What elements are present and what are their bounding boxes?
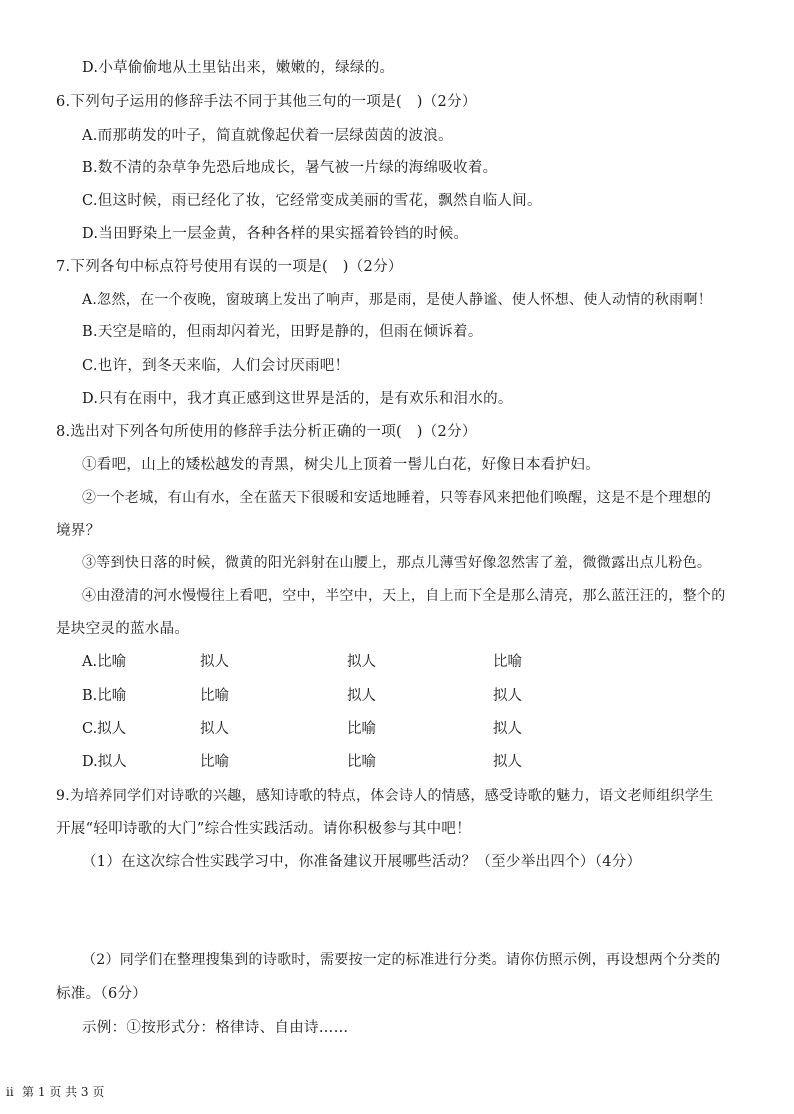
- q8-option-cell: 拟人: [347, 654, 376, 670]
- q8-option-cell: 拟人: [200, 721, 229, 737]
- q9-part-1: （1）在这次综合性实践学习中，你准备建议开展哪些活动？（至少举出四个）（4分）: [82, 854, 642, 870]
- q9-part-2-cont: 标准。（6分）: [56, 986, 148, 1002]
- q8-option-label: A.比喻: [82, 654, 127, 670]
- q8-option-cell: 比喻: [347, 721, 376, 737]
- q8-option-cell: 拟人: [493, 688, 522, 704]
- q8-sentence-3: ③等到快日落的时候，微黄的阳光斜射在山腰上，那点儿薄雪好像忽然害了羞，微微露出点儿粉色。: [82, 555, 712, 571]
- q7-option-b: B.天空是暗的，但雨却闪着光，田野是静的，但雨在倾诉着。: [82, 324, 483, 340]
- q8-option-cell: 比喻: [347, 754, 376, 770]
- q8-sentence-2-cont: 境界？: [56, 523, 101, 539]
- q9-part-2: （2）同学们在整理搜集到的诗歌时，需要按一定的标准进行分类。请你仿照示例，再设想两个分类的: [82, 952, 721, 968]
- q6-stem: 6.下列句子运用的修辞手法不同于其他三句的一项是( )（2分）: [56, 94, 477, 110]
- q8-sentence-4-cont: 是块空灵的蓝水晶。: [56, 621, 190, 637]
- q6-option-d: D.当田野染上一层金黄，各种各样的果实摇着铃铛的时候。: [82, 226, 469, 242]
- q6-option-a: A.而那萌发的叶子，简直就像起伏着一层绿茵茵的波浪。: [82, 128, 453, 144]
- q8-sentence-2: ②一个老城，有山有水，全在蓝天下很暖和安适地睡着，只等春风来把他们唤醒，这是不是个理想的: [82, 490, 712, 506]
- q7-stem: 7.下列各句中标点符号使用有误的一项是( )（2分）: [56, 259, 403, 275]
- q8-option-label: D.拟人: [82, 754, 127, 770]
- q8-option-label: B.比喻: [82, 688, 127, 704]
- page-number: 第 1 页 共 3 页: [22, 1085, 105, 1099]
- q9-example: 示例：①按形式分：格律诗、自由诗……: [82, 1020, 349, 1036]
- q7-option-a: A.忽然，在一个夜晚，窗玻璃上发出了响声，那是雨，是使人静谧、使人怀想、使人动情的秋雨啊！: [82, 292, 713, 308]
- q8-option-cell: 拟人: [493, 754, 522, 770]
- q5-option-d: D.小草偷偷地从土里钻出来，嫩嫩的，绿绿的。: [82, 60, 395, 76]
- q8-stem: 8.选出对下列各句所使用的修辞手法分析正确的一项( )（2分）: [56, 424, 477, 440]
- q8-sentence-4: ④由澄清的河水慢慢往上看吧，空中，半空中，天上，自上而下全是那么清亮，那么蓝汪汪的，整个的: [82, 588, 726, 604]
- q8-option-cell: 比喻: [200, 754, 229, 770]
- q6-option-b: B.数不清的杂草争先恐后地成长，暑气被一片绿的海绵吸收着。: [82, 160, 498, 176]
- q9-stem: 9.为培养同学们对诗歌的兴趣，感知诗歌的特点，体会诗人的情感，感受诗歌的魅力，语文老师组织学生: [56, 788, 714, 804]
- q8-option-cell: 拟人: [347, 688, 376, 704]
- q8-sentence-1: ①看吧，山上的矮松越发的青黑，树尖儿上顶着一髻儿白花，好像日本看护妇。: [82, 457, 600, 473]
- q9-stem-cont: 开展“轻叩诗歌的大门”综合性实践活动。请你积极参与其中吧！: [56, 821, 472, 837]
- q7-option-d: D.只有在雨中，我才真正感到这世界是活的，是有欢乐和泪水的。: [82, 391, 513, 407]
- footer-mark: ⅱ: [6, 1085, 14, 1099]
- q8-option-cell: 比喻: [493, 654, 522, 670]
- q8-option-cell: 拟人: [493, 721, 522, 737]
- q6-option-c: C.但这时候，雨已经化了妆，它经常变成美丽的雪花，飘然自临人间。: [82, 193, 542, 209]
- q8-option-label: C.拟人: [82, 721, 127, 737]
- q7-option-c: C.也许，到冬天来临，人们会讨厌雨吧！: [82, 358, 350, 374]
- q8-option-cell: 比喻: [200, 688, 229, 704]
- q8-option-cell: 拟人: [200, 654, 229, 670]
